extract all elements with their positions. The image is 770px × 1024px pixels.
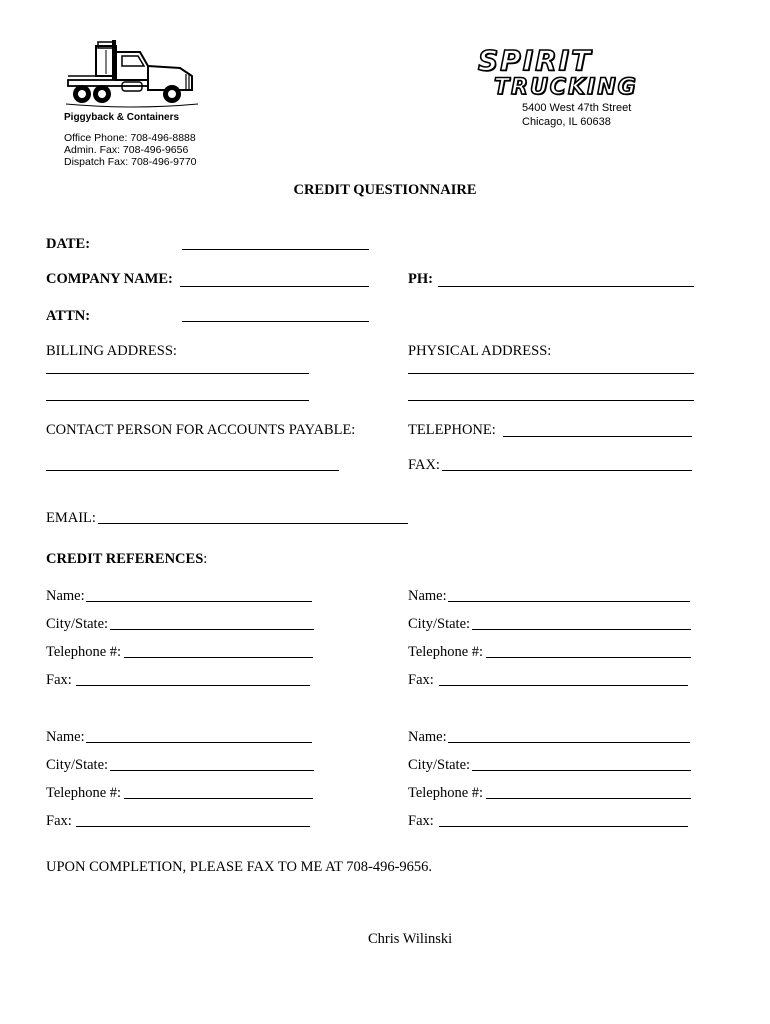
office-phone: Office Phone: 708-496-8888 <box>64 132 196 144</box>
ref4-telephone-label: Telephone #: <box>408 785 484 801</box>
page-title: CREDIT QUESTIONNAIRE <box>293 182 477 198</box>
fax-label: FAX: <box>408 457 440 473</box>
date-field[interactable] <box>182 249 369 250</box>
address-street: 5400 West 47th Street <box>522 102 632 114</box>
physical-address-line-2[interactable] <box>408 400 694 401</box>
contact-person-field[interactable] <box>46 470 339 471</box>
brand-name-spirit: SPIRIT <box>478 44 593 77</box>
ref4-fax-label: Fax: <box>408 813 434 829</box>
ref3-telephone-field[interactable] <box>124 798 313 799</box>
admin-fax: Admin. Fax: 708-496-9656 <box>64 144 189 156</box>
ref3-fax-field[interactable] <box>76 826 310 827</box>
email-field[interactable] <box>98 523 408 524</box>
date-label: DATE: <box>46 236 91 252</box>
ref3-city-state-label: City/State: <box>46 757 109 773</box>
company-name-field[interactable] <box>180 286 369 287</box>
ref2-name-field[interactable] <box>448 601 690 602</box>
header-tagline: Piggyback & Containers <box>64 112 180 123</box>
dispatch-fax: Dispatch Fax: 708-496-9770 <box>64 156 197 168</box>
ref3-name-label: Name: <box>46 729 85 745</box>
ref3-city-state-field[interactable] <box>110 770 314 771</box>
ref3-fax-label: Fax: <box>46 813 72 829</box>
truck-logo-icon <box>62 40 202 112</box>
billing-address-line-1[interactable] <box>46 373 309 374</box>
company-name-label: COMPANY NAME: <box>46 271 173 287</box>
ref2-telephone-field[interactable] <box>486 657 691 658</box>
contact-person-label: CONTACT PERSON FOR ACCOUNTS PAYABLE: <box>46 422 356 438</box>
physical-address-label: PHYSICAL ADDRESS: <box>408 343 552 359</box>
physical-address-line-1[interactable] <box>408 373 694 374</box>
ref2-city-state-field[interactable] <box>472 629 691 630</box>
ref3-name-field[interactable] <box>86 742 312 743</box>
ref2-fax-field[interactable] <box>439 685 688 686</box>
billing-address-label: BILLING ADDRESS: <box>46 343 177 359</box>
signature-name: Chris Wilinski <box>368 931 453 947</box>
ref1-fax-label: Fax: <box>46 672 72 688</box>
telephone-field[interactable] <box>503 436 692 437</box>
ref4-name-field[interactable] <box>448 742 690 743</box>
ref1-city-state-label: City/State: <box>46 616 109 632</box>
ref4-telephone-field[interactable] <box>486 798 691 799</box>
credit-references-heading <box>46 551 207 568</box>
ref1-city-state-field[interactable] <box>110 629 314 630</box>
ref1-name-label: Name: <box>46 588 85 604</box>
attn-field[interactable] <box>182 321 369 322</box>
ref2-telephone-label: Telephone #: <box>408 644 484 660</box>
ref2-fax-label: Fax: <box>408 672 434 688</box>
ref4-city-state-label: City/State: <box>408 757 471 773</box>
ref4-fax-field[interactable] <box>439 826 688 827</box>
brand-name-trucking: TRUCKING <box>494 75 638 100</box>
phone-field[interactable] <box>438 286 694 287</box>
fax-field[interactable] <box>442 470 692 471</box>
ref1-name-field[interactable] <box>86 601 312 602</box>
phone-label: PH: <box>408 271 433 287</box>
ref3-telephone-label: Telephone #: <box>46 785 122 801</box>
telephone-label: TELEPHONE: <box>408 422 496 438</box>
fax-instruction: UPON COMPLETION, PLEASE FAX TO ME AT 708-496-9656. <box>46 859 433 875</box>
address-city: Chicago, IL 60638 <box>522 116 611 128</box>
email-label: EMAIL: <box>46 510 96 526</box>
ref4-name-label: Name: <box>408 729 447 745</box>
ref1-telephone-label: Telephone #: <box>46 644 122 660</box>
billing-address-line-2[interactable] <box>46 400 309 401</box>
ref2-name-label: Name: <box>408 588 447 604</box>
ref1-telephone-field[interactable] <box>124 657 313 658</box>
ref4-city-state-field[interactable] <box>472 770 691 771</box>
credit-references-colon: : <box>203 551 208 567</box>
attn-label: ATTN: <box>46 308 91 324</box>
ref2-city-state-label: City/State: <box>408 616 471 632</box>
credit-references-heading-text: CREDIT REFERENCES <box>46 551 204 567</box>
ref1-fax-field[interactable] <box>76 685 310 686</box>
